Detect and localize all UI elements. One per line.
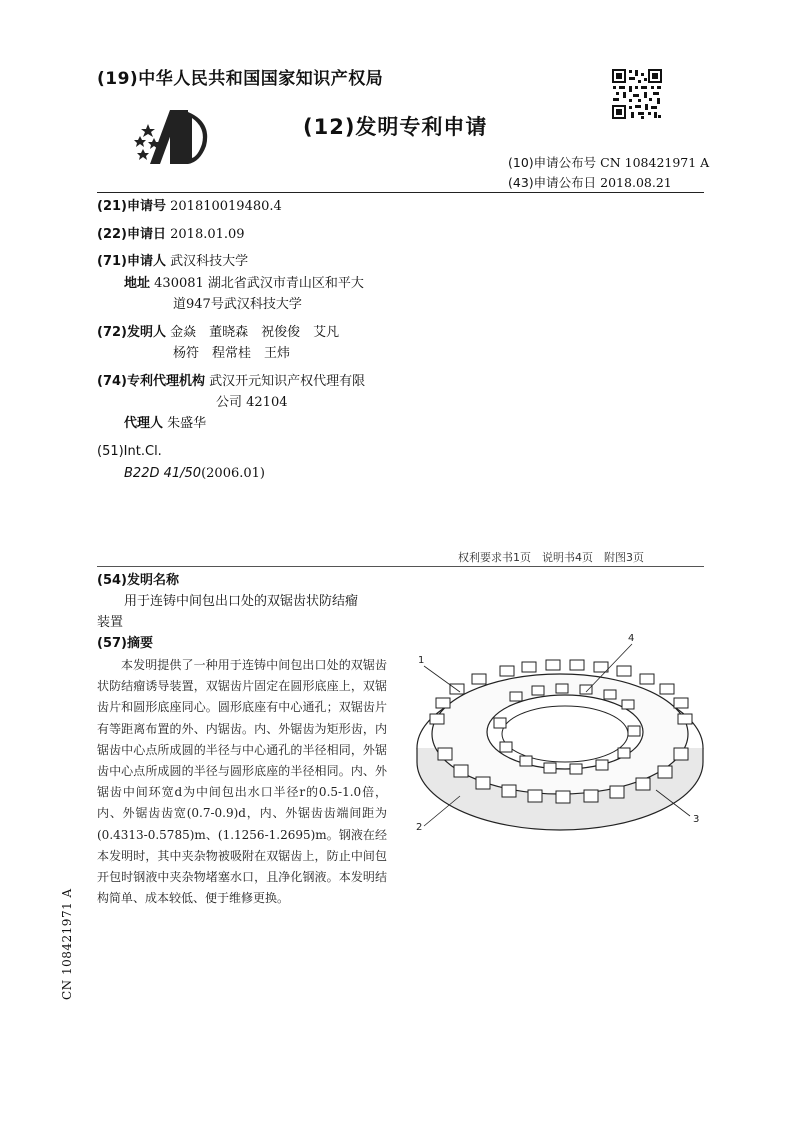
field-agency [97,373,365,391]
page-count-info: 权利要求书1页 说明书4页 附图3页 [458,551,644,564]
address-label: 地址 [124,276,151,291]
applicant-label: (71)申请人 [97,254,166,269]
invention-title-line-1: 用于连铸中间包出口处的双锯齿状防结瘤 [124,594,359,609]
application-number-value: 201810019480.4 [170,199,282,214]
agent-label: 代理人 [124,416,164,431]
title-label [97,572,179,590]
field-address [124,275,364,293]
ipc-code: B22D 41/50 [124,466,202,481]
publication-date-value: 2018.08.21 [600,175,672,190]
agent-value: 朱盛华 [167,416,207,431]
field-agent [124,415,206,433]
publication-number-label: (10)申请公布号 [508,155,597,170]
figure-label-2: 2 [416,822,423,833]
cnipa-logo [130,102,215,172]
figure-label-4: 4 [628,633,635,644]
ipc-label: (51)Int.Cl. [97,444,162,459]
ipc-classification [124,465,265,483]
ipc-version: (2006.01) [201,466,265,481]
application-date-label: (22)申请日 [97,227,166,242]
address-line-2-wrap [173,296,302,314]
abstract-text: 本发明提供了一种用于连铸中间包出口处的双锯齿状防结瘤诱导装置，双锯齿片固定在圆形底座上，双锯齿片和圆形底座同心。圆形底座有中心通孔；双锯齿片有等距离布置的外、内锯齿。内、外锯齿为矩形齿，内锯齿中心点所成圆的半径与中心通孔的半径相同，外锯齿中心点所成圆的半径与圆形底座的半径相同。内、外锯齿中间环宽d为中间包出水口半径r的0.5-1.0倍，内、外锯齿齿宽(0.7-0.9)d，内、外锯齿齿端间距为(0.4313-0.5785)m、(1.1256-1.2695)m。钢液在经本发明时，其中夹杂物被吸附在双锯齿上，防止中间包开包时钢液中夹杂物堵塞水口，且净化钢液。本发明结构简单、成本较低、便于维修更换。 [97,658,387,906]
document-type: (12)发明专利申请 [303,115,488,139]
office-name: (19)中华人民共和国国家知识产权局 [97,69,384,89]
address-line-1: 430081 湖北省武汉市青山区和平大 [154,276,364,291]
agency-label: (74)专利代理机构 [97,374,205,389]
publication-number-value: CN 108421971 A [600,155,710,170]
invention-title-line-2: 装置 [97,615,124,630]
agency-line-2-wrap [216,394,288,412]
field-inventors [97,324,339,342]
field-applicant [97,253,248,271]
field-application-number [97,198,282,216]
publication-date [508,173,672,191]
figure-label-3: 3 [693,814,700,825]
publication-number [508,153,709,171]
publication-date-label: (43)申请公布日 [508,175,597,190]
section-rule [97,566,704,567]
inventors-label: (72)发明人 [97,325,166,340]
header-rule [97,192,704,193]
inventors-line-2: 杨符 程常桂 王炜 [173,346,291,361]
address-line-2: 道947号武汉科技大学 [173,297,302,312]
side-publication-number: CN 108421971 A [60,888,74,1000]
applicant-value: 武汉科技大学 [170,254,249,269]
agency-line-1: 武汉开元知识产权代理有限 [209,374,366,389]
qr-code [611,68,663,120]
figure-label-1: 1 [418,655,425,666]
field-ipc [97,443,162,461]
abstract-label-text: (57)摘要 [97,636,153,651]
device-drawing [410,630,720,840]
application-number-label: (21)申请号 [97,199,166,214]
title-label-text: (54)发明名称 [97,573,179,588]
application-date-value: 2018.01.09 [170,227,245,242]
inventors-line-1: 金焱 董晓森 祝俊俊 艾凡 [170,325,340,340]
agency-line-2: 公司 42104 [216,395,288,410]
abstract-label [97,635,153,653]
inventors-line-2-wrap [173,345,290,363]
field-application-date [97,226,245,244]
